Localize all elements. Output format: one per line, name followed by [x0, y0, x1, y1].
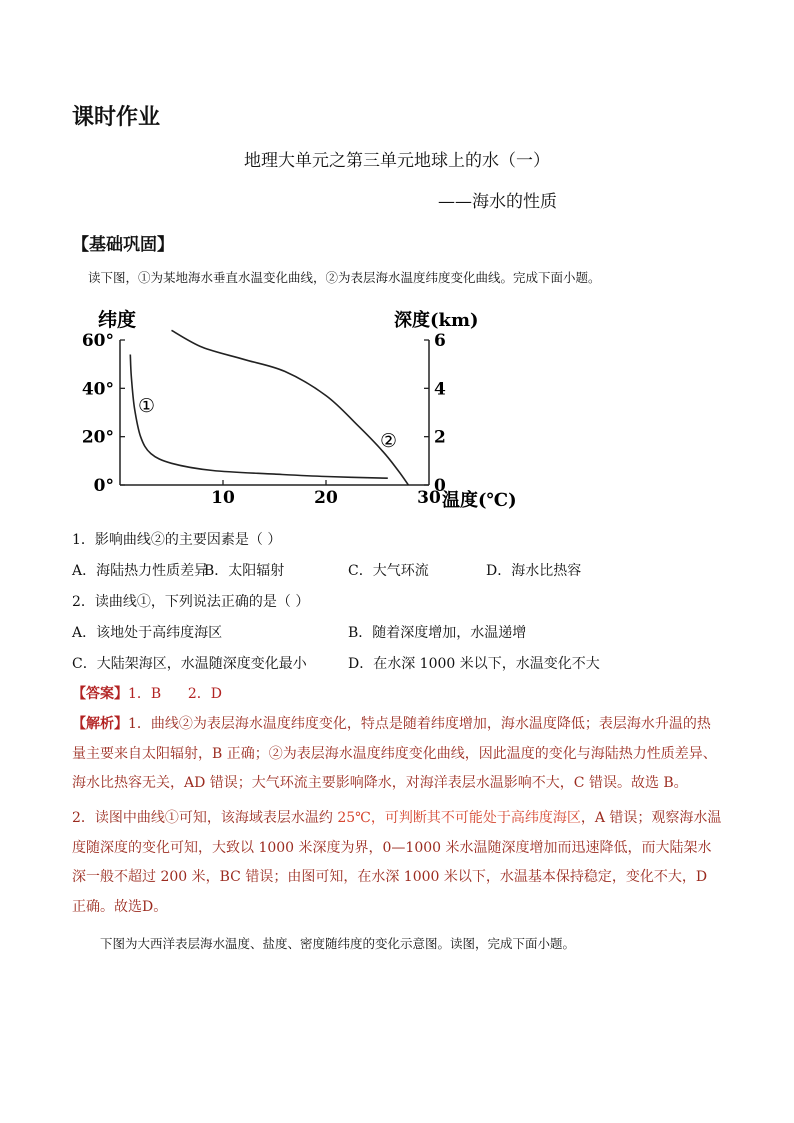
analysis-text-2-highlight: 25℃，可判断其不可能处于高纬度海区	[337, 810, 581, 826]
left-tick-label: 40°	[81, 379, 114, 400]
curve-1-label: ①	[138, 395, 156, 417]
left-axis-title: 纬度	[98, 309, 137, 331]
q1-option-a: A．海陆热力性质差异	[72, 563, 209, 579]
analysis-label: 【解析】	[72, 716, 128, 732]
q2-option-a: A．该地处于高纬度海区	[72, 625, 223, 641]
lesson-subtitle: ——海水的性质	[438, 192, 557, 212]
right-tick-label: 2	[434, 427, 446, 448]
figure-intro: 读下图，①为某地海水垂直水温变化曲线，②为表层海水温度纬度变化曲线。完成下面小题。	[88, 270, 601, 285]
question-1-stem: 1．影响曲线②的主要因素是（ ）	[72, 532, 282, 548]
answer-label: 【答案】	[72, 686, 128, 702]
section-heading: 【基础巩固】	[72, 235, 174, 255]
answer-line	[72, 683, 222, 703]
q2-option-c: C．大陆架海区，水温随深度变化最小	[72, 656, 307, 672]
q2-option-d: D．在水深 1000 米以下，水温变化不大	[348, 656, 600, 672]
x-tick-label: 20	[314, 488, 338, 508]
answer-text: 1．B 2．D	[128, 686, 223, 702]
q1-option-b: B．太阳辐射	[204, 563, 285, 579]
analysis-paragraph-2	[72, 804, 722, 922]
analysis-text-2a: 2．读图中曲线①可知，该海域表层水温约	[72, 810, 338, 826]
question-2-stem: 2．读曲线①，下列说法正确的是（ ）	[72, 594, 310, 610]
q1-option-c: C．大气环流	[348, 563, 429, 579]
right-tick-label: 0	[434, 476, 446, 496]
analysis-text-2c: ，A 错误；观察海水温度随深度的变化可知，大致以 1000 米深度为界，0—1000 米水温随深度增加而迅速降低，而大陆架水深一般不超过 200 米，BC 错误；由图可知，在水深 1000 米以下，水温基本保持稳定，变化不大，D 正确。故选D。	[72, 810, 722, 915]
temperature-chart	[80, 300, 530, 520]
left-tick-label: 20°	[81, 427, 114, 448]
analysis-paragraph-1	[72, 710, 722, 799]
unit-title: 地理大单元之第三单元地球上的水（一）	[244, 151, 550, 171]
right-tick-label: 6	[434, 331, 446, 351]
x-tick-label: 30	[417, 488, 441, 508]
analysis-text-1: 1．曲线②为表层海水温度纬度变化，特点是随着纬度增加，海水温度降低；表层海水升温的热量主要来自太阳辐射，B 正确；②为表层海水温度纬度变化曲线，因此温度的变化与海陆热力性质差异、海水比热容无关，AD 错误；大气环流主要影响降水，对海洋表层水温影响不大，C 错误。故选 B。	[72, 716, 717, 791]
q2-option-b: B．随着深度增加，水温递增	[348, 625, 527, 641]
document-title: 课时作业	[72, 105, 161, 130]
next-figure-intro: 下图为大西洋表层海水温度、盐度、密度随纬度的变化示意图。读图，完成下面小题。	[100, 936, 576, 951]
left-tick-label: 60°	[81, 331, 114, 351]
left-tick-label: 0°	[93, 476, 114, 496]
right-axis-title: 深度(km)	[394, 310, 479, 331]
x-tick-label: 10	[211, 488, 235, 508]
right-tick-label: 4	[434, 379, 446, 400]
curve-2-surface-temperature	[172, 330, 409, 485]
x-axis-title: 温度(℃)	[442, 490, 517, 511]
curve-2-label: ②	[380, 430, 398, 452]
q1-option-d: D．海水比热容	[486, 563, 582, 579]
